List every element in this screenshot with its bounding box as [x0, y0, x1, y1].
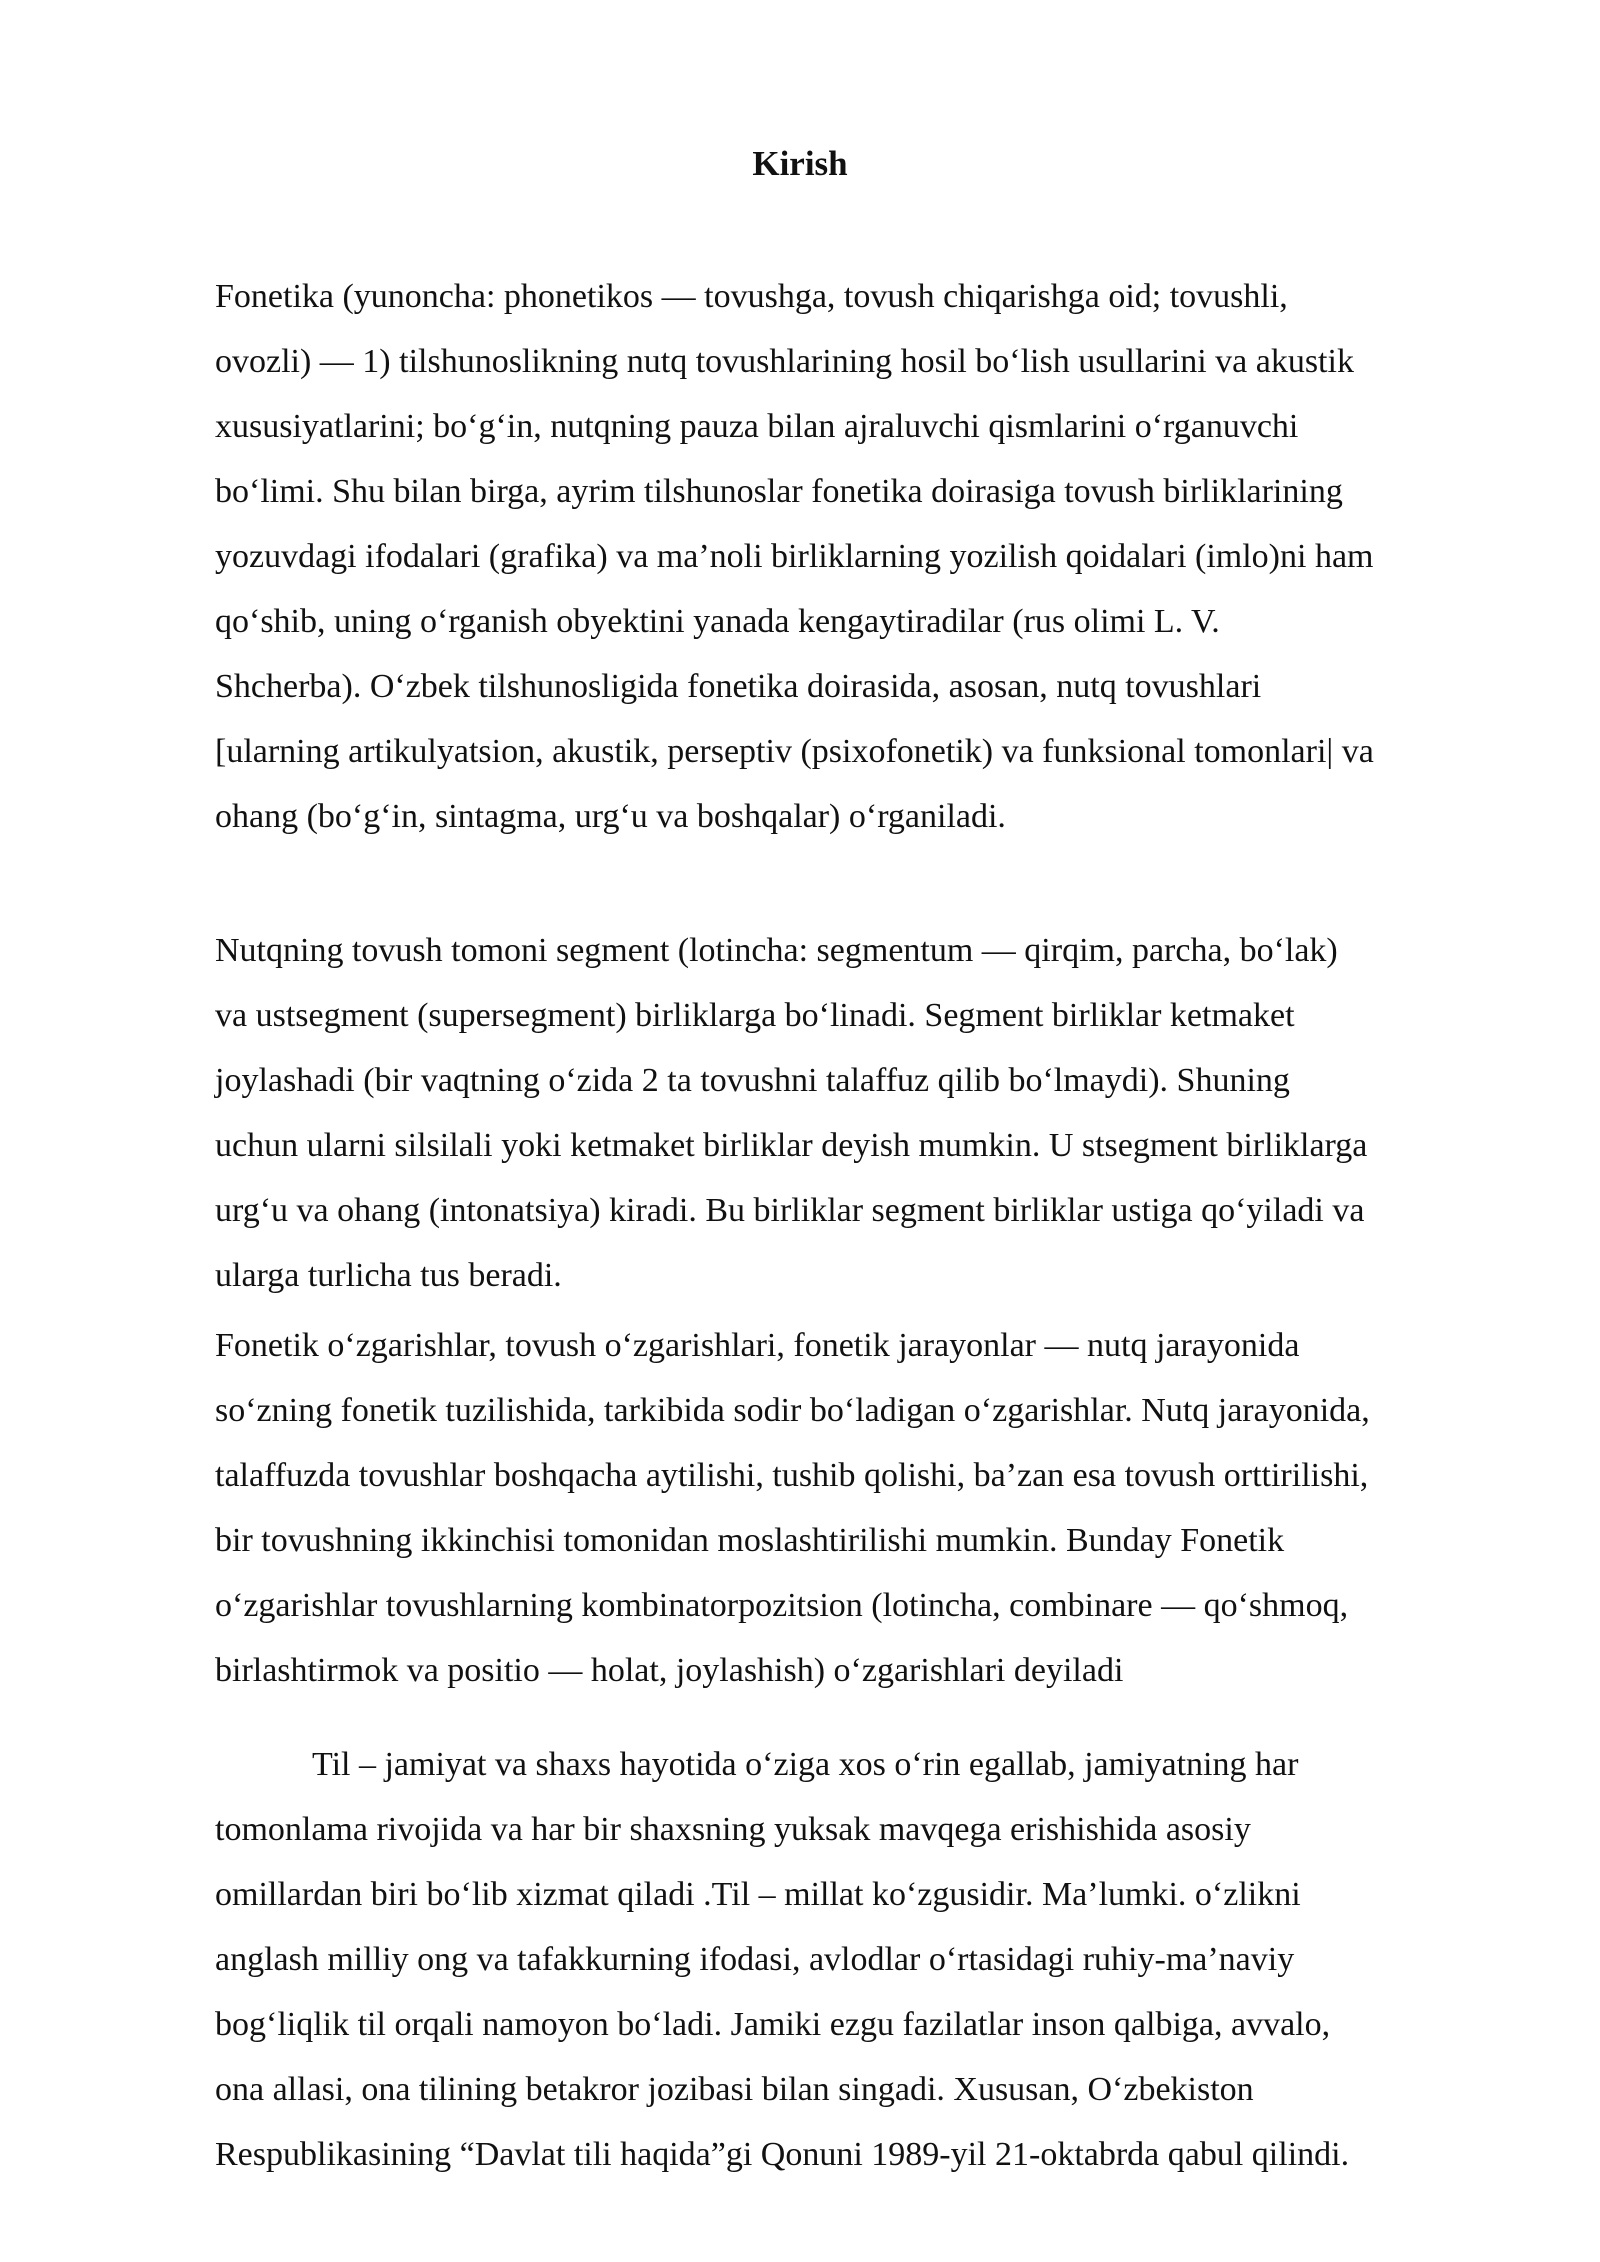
- text-line: so‘zning fonetik tuzilishida, tarkibida sodir bo‘ladigan o‘zgarishlar. Nutq jarayonida,: [215, 1392, 1370, 1429]
- text-line: Fonetik o‘zgarishlar, tovush o‘zgarishlari, fonetik jarayonlar — nutq jarayonida: [215, 1327, 1300, 1364]
- text-line: anglash milliy ong va tafakkurning ifodasi, avlodlar o‘rtasidagi ruhiy-ma’naviy: [215, 1941, 1295, 1978]
- text-line: qo‘shib, uning o‘rganish obyektini yanada kengaytiradilar (rus olimi L. V.: [215, 603, 1220, 640]
- text-line: Shcherba). O‘zbek tilshunosligida fonetika doirasida, asosan, nutq tovushlari: [215, 668, 1262, 705]
- text-line: ohang (bo‘g‘in, sintagma, urg‘u va boshqalar) o‘rganiladi.: [215, 798, 1006, 835]
- paragraph-fonetika: [215, 264, 1515, 849]
- paragraph-til: [215, 1732, 1515, 2187]
- text-line: o‘zgarishlar tovushlarning kombinatorpozitsion (lotincha, combinare — qo‘shmoq,: [215, 1587, 1349, 1624]
- text-line: ovozli) — 1) tilshunoslikning nutq tovushlarining hosil bo‘lish usullarini va akustik: [215, 343, 1354, 380]
- text-line: tomonlama rivojida va har bir shaxsning yuksak mavqega erishishida asosiy: [215, 1811, 1251, 1848]
- text-line: omillardan biri bo‘lib xizmat qiladi .Til – millat ko‘zgusidir. Ma’lumki. o‘zlikni: [215, 1876, 1301, 1913]
- text-line: bir tovushning ikkinchisi tomonidan moslashtirilishi mumkin. Bunday Fonetik: [215, 1522, 1285, 1559]
- text-line: talaffuzda tovushlar boshqacha aytilishi, tushib qolishi, ba’zan esa tovush orttirilishi,: [215, 1457, 1369, 1494]
- text-line: Fonetika (yunoncha: phonetikos — tovushga, tovush chiqarishga oid; tovushli,: [215, 278, 1288, 315]
- text-line: bo‘limi. Shu bilan birga, ayrim tilshunoslar fonetika doirasiga tovush birliklarining: [215, 473, 1343, 510]
- page-title: Kirish: [752, 144, 848, 183]
- text-line: xususiyatlarini; bo‘g‘in, nutqning pauza bilan ajraluvchi qismlarini o‘rganuvchi: [215, 408, 1299, 445]
- text-line: yozuvdagi ifodalari (grafika) va ma’noli birliklarning yozilish qoidalari (imlo)ni ham: [215, 538, 1374, 575]
- text-line: Respublikasining “Davlat tili haqida”gi Qonuni 1989-yil 21-oktabrda qabul qilindi.: [215, 2136, 1350, 2173]
- paragraph-fonetik-ozgarishlar: [215, 1313, 1515, 1703]
- text-line: Nutqning tovush tomoni segment (lotincha: segmentum — qirqim, parcha, bo‘lak): [215, 932, 1338, 969]
- text-line: Til – jamiyat va shaxs hayotida o‘ziga xos o‘rin egallab, jamiyatning har: [312, 1746, 1299, 1783]
- text-line: birlashtirmok va positio — holat, joylashish) o‘zgarishlari deyiladi: [215, 1652, 1124, 1689]
- text-line: va ustsegment (supersegment) birliklarga bo‘linadi. Segment birliklar ketmaket: [215, 997, 1295, 1034]
- text-line: urg‘u va ohang (intonatsiya) kiradi. Bu birliklar segment birliklar ustiga qo‘yiladi va: [215, 1192, 1365, 1229]
- text-line: uchun ularni silsilali yoki ketmaket birliklar deyish mumkin. U stsegment birliklarga: [215, 1127, 1368, 1164]
- text-line: joylashadi (bir vaqtning o‘zida 2 ta tovushni talaffuz qilib bo‘lmaydi). Shuning: [215, 1062, 1290, 1099]
- text-line: ularga turlicha tus beradi.: [215, 1257, 562, 1294]
- text-line: ona allasi, ona tilining betakror jozibasi bilan singadi. Xususan, O‘zbekiston: [215, 2071, 1254, 2108]
- text-line: bog‘liqlik til orqali namoyon bo‘ladi. Jamiki ezgu fazilatlar inson qalbiga, avvalo,: [215, 2006, 1331, 2043]
- paragraph-segment: [215, 918, 1515, 1308]
- text-line: [ularning artikulyatsion, akustik, perseptiv (psixofonetik) va funksional tomonlari| va: [215, 733, 1374, 770]
